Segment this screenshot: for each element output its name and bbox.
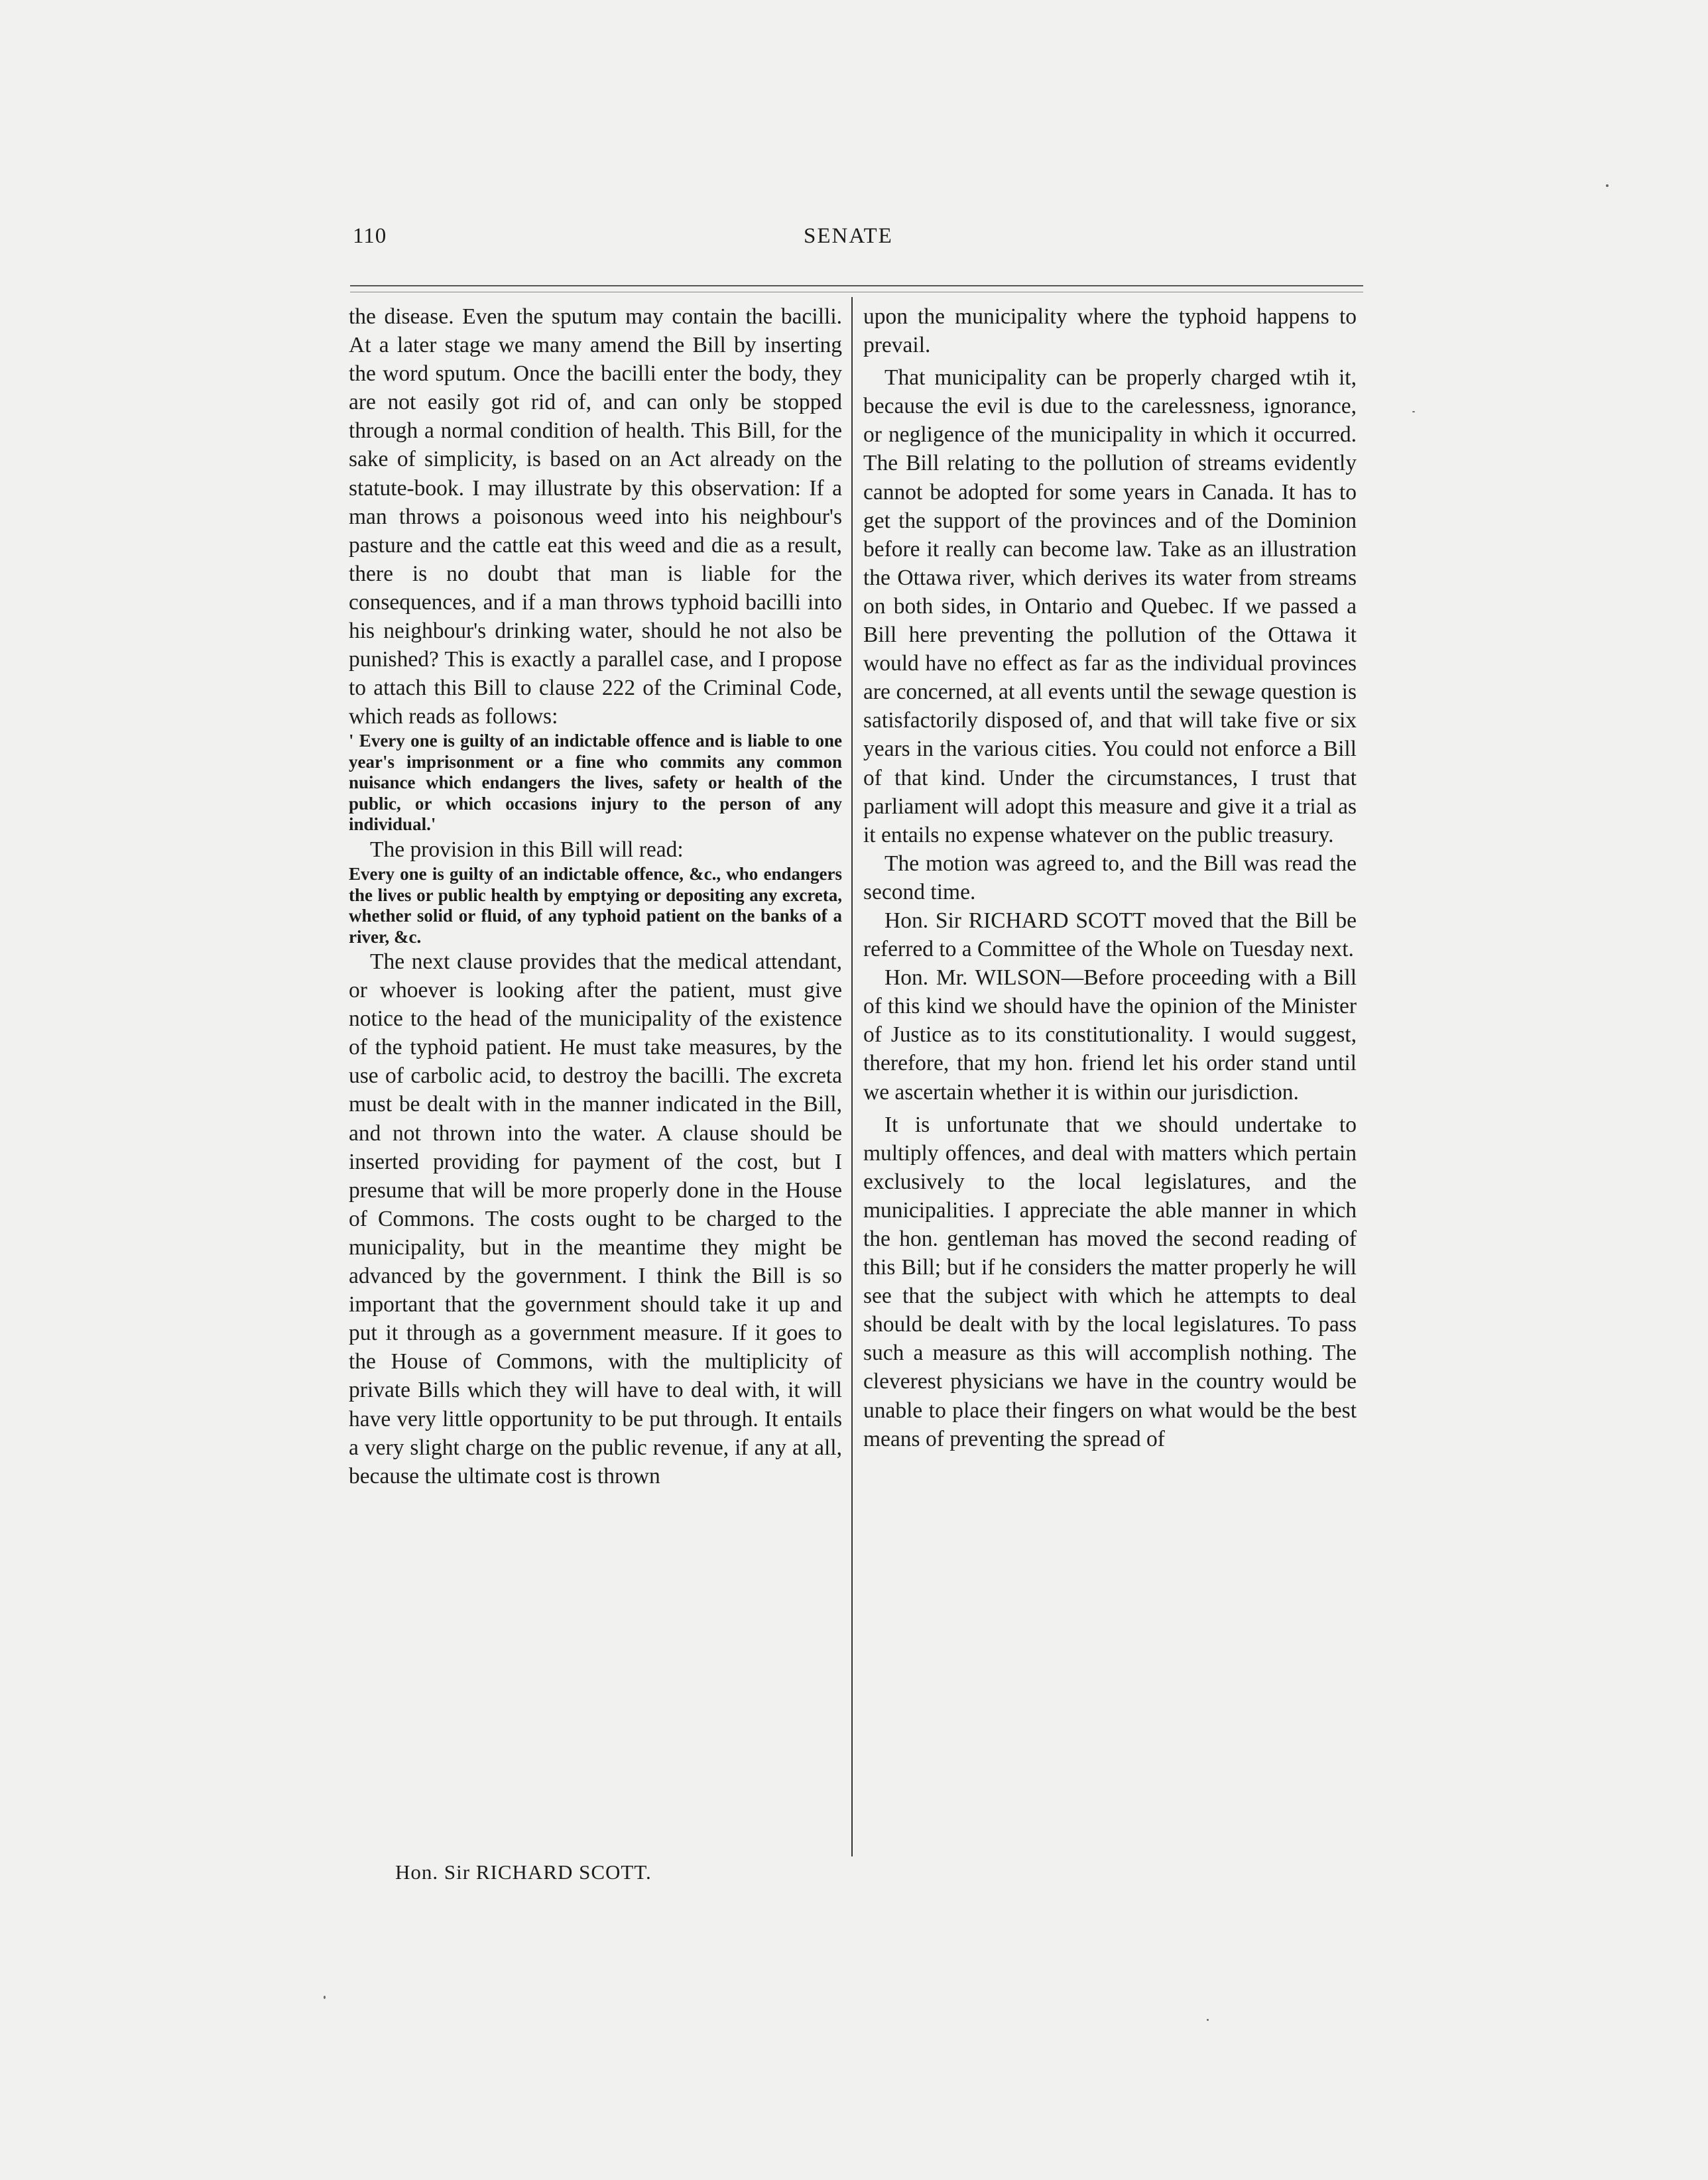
left-paragraph-1: the disease. Even the sputum may contain the bacilli. At a later stage we many amend the Bill by inserting the word sputum. Once the bacilli enter the body, they are not easily got rid of, and can only be stopped through a normal condition of health. This Bill, for the sake of simplicity, is based on an Act already on the statute-book. I may illustrate by this observation: If a man throws a poisonous weed into his neighbour's pasture and the cattle eat this weed and die as a result, there is no doubt that man is liable for the consequences, and if a man throws typhoid bacilli into his neighbour's drinking water, should he not also be punished? This is exactly a parallel case, and I propose to attach this Bill to clause 222 of the Criminal Code, which reads as follows: (349, 304, 842, 729)
wilson-speech-paragraph: Hon. Mr. WILSON—Before proceeding with a Bill of this kind we should have the opinion of the Minister of Justice as to its constitutionality. I would suggest, therefore, that my hon. friend let his order stand until we ascertain whether it is within our jurisdiction. (863, 965, 1357, 1105)
paper-speck (324, 1996, 326, 1999)
bill-provision-quote: Every one is guilty of an indictable offence, &c., who endangers the lives or public health by emptying or depositing any excreta, whether solid or fluid, of any typhoid patient on the banks of a river, &c. (349, 864, 842, 947)
right-paragraph-2: That municipality can be properly charged wtih it, because the evil is due to the carelessness, ignorance, or negligence of the municipality in which it occurred. The Bill relating to the pollution of streams evidently cannot be adopted for some years in Canada. It has to get the support of the provinces and of the Dominion before it really can become law. Take as an illustration the Ottawa river, which derives its water from streams on both sides, in Ontario and Quebec. If we passed a Bill here preventing the pollution of the Ottawa it would have no effect as far as the individual provinces are concerned, at all events until the sewage question is satisfactorily disposed of, and that will take five or six years in the various cities. You could not enforce a Bill of that kind. Under the circumstances, I trust that parliament will adopt this measure and give it a trial as it entails no expense whatever on the public treasury. (863, 365, 1357, 847)
paper-speck (1412, 411, 1415, 412)
page-number: 110 (353, 224, 387, 248)
paper-speck (1606, 184, 1609, 187)
right-column (863, 302, 1357, 1453)
criminal-code-quote: ' Every one is guilty of an indictable offence and is liable to one year's imprisonment or a fine who commits any common nuisance which endangers the lives, safety or health of the public, or which occasions injury to the person of any individual.' (349, 731, 842, 835)
header-rule (350, 285, 1363, 286)
paper-speck (1207, 2019, 1209, 2021)
running-head: SENATE (804, 224, 893, 248)
right-paragraph-1: upon the municipality where the typhoid happens to prevail. (863, 304, 1357, 358)
left-paragraph-2: The provision in this Bill will read: (370, 837, 684, 862)
left-column (349, 302, 842, 1490)
column-divider (851, 297, 853, 1856)
speaker-footer: Hon. Sir RICHARD SCOTT. (395, 1860, 652, 1884)
wilson-speech-paragraph-2: It is unfortunate that we should undertake to multiply offences, and deal with matters which pertain exclusively to the local legislatures, and the municipalities. I appreciate the able manner in which the hon. gentleman has moved the second reading of this Bill; but if he considers the matter properly he will see that the subject with which he attempts to deal should be dealt with by the local legislatures. To pass such a measure as this will accomplish nothing. The cleverest physicians we have in the country would be unable to place their fingers on what would be the best means of preventing the spread of (863, 1112, 1357, 1451)
motion-agreed-paragraph: The motion was agreed to, and the Bill was read the second time. (863, 851, 1357, 904)
left-paragraph-3: The next clause provides that the medical attendant, or whoever is looking after the patient, must give notice to the head of the municipality of the existence of the typhoid patient. He must take measures, by the use of carbolic acid, to destroy the bacilli. The excreta must be dealt with in the manner indicated in the Bill, and not thrown into the water. A clause should be inserted providing for payment of the cost, but I presume that will be more properly done in the House of Commons. The costs ought to be charged to the municipality, but in the meantime they might be advanced by the government. I think the Bill is so important that the government should take it up and put it through as a government measure. If it goes to the House of Commons, with the multiplicity of private Bills which they will have to deal with, it will have very little opportunity to be put through. It entails a very slight charge on the public revenue, if any at all, because the ultimate cost is thrown (349, 949, 842, 1488)
referral-motion-paragraph: Hon. Sir RICHARD SCOTT moved that the Bill be referred to a Committee of the Whole on Tuesday next. (863, 908, 1357, 962)
